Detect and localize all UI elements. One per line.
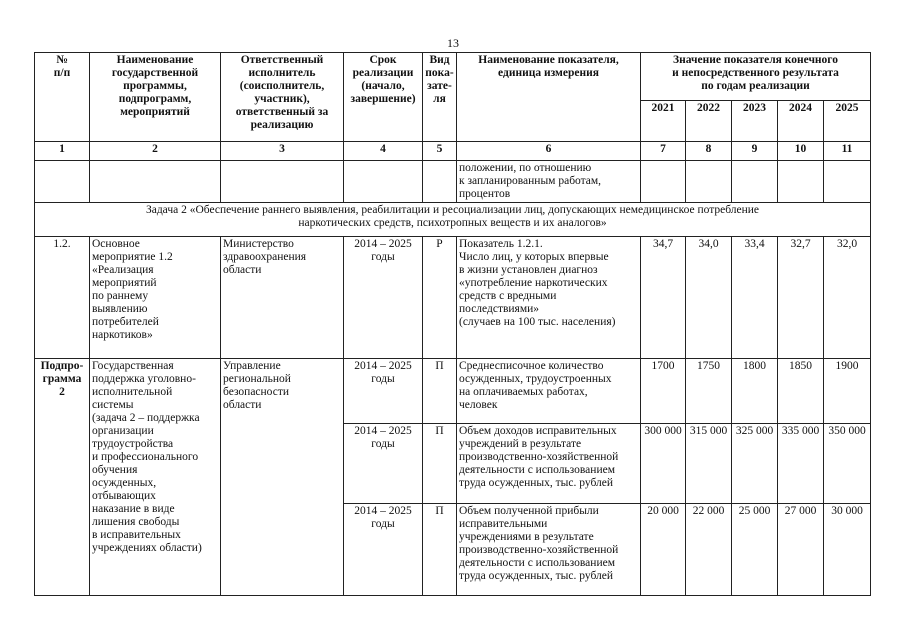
value-cell: 325 000 — [732, 424, 778, 504]
header-year: 2022 — [686, 101, 732, 142]
column-number: 3 — [221, 142, 344, 161]
continuation-row — [35, 161, 871, 203]
column-number: 5 — [423, 142, 457, 161]
header-year: 2023 — [732, 101, 778, 142]
header-type: Вид пока- зате- ля — [423, 53, 457, 142]
empty-cell — [686, 161, 732, 203]
empty-cell — [90, 161, 221, 203]
term: 2014 – 2025 годы — [344, 237, 423, 359]
value-cell: 1750 — [686, 359, 732, 424]
subprogram-num: Подпро- грамма 2 — [35, 359, 90, 596]
table-row — [35, 359, 871, 424]
value-cell: 1900 — [824, 359, 871, 424]
header-year: 2021 — [641, 101, 686, 142]
column-number: 4 — [344, 142, 423, 161]
value-cell: 1850 — [778, 359, 824, 424]
indicator-type: П — [423, 359, 457, 424]
header-year: 2025 — [824, 101, 871, 142]
empty-cell — [423, 161, 457, 203]
column-number: 10 — [778, 142, 824, 161]
page-number: 13 — [447, 36, 459, 50]
column-number: 2 — [90, 142, 221, 161]
header-responsible: Ответственный исполнитель (соисполнитель, участник), ответственный за реализацию — [221, 53, 344, 142]
column-number: 1 — [35, 142, 90, 161]
empty-cell — [344, 161, 423, 203]
responsible-name: Министерство здравоохранения области — [221, 237, 344, 359]
header-indicator: Наименование показателя, единица измерения — [457, 53, 641, 142]
indicator-type: Р — [423, 237, 457, 359]
value-cell: 20 000 — [641, 504, 686, 596]
indicator-name: Объем полученной прибыли исправительными учреждениями в результате производственно-хозяйственной деятельности с использованием труда осужденных, тыс. рублей — [457, 504, 641, 596]
column-number: 9 — [732, 142, 778, 161]
term: 2014 – 2025 годы — [344, 504, 423, 596]
column-number: 11 — [824, 142, 871, 161]
indicator-name: Объем доходов исправительных учреждений в результате производственно-хозяйственной деятельности с использованием труда осужденных, тыс. рублей — [457, 424, 641, 504]
column-number: 7 — [641, 142, 686, 161]
empty-cell — [641, 161, 686, 203]
value-cell: 34,7 — [641, 237, 686, 359]
value-cell: 22 000 — [686, 504, 732, 596]
responsible-name: Управление региональной безопасности области — [221, 359, 344, 596]
task-row — [35, 203, 871, 237]
column-number: 6 — [457, 142, 641, 161]
value-cell: 300 000 — [641, 424, 686, 504]
header-term: Срок реализации (начало, завершение) — [344, 53, 423, 142]
header-year: 2024 — [778, 101, 824, 142]
column-numbers-row — [35, 142, 871, 161]
value-cell: 335 000 — [778, 424, 824, 504]
empty-cell — [35, 161, 90, 203]
column-number: 8 — [686, 142, 732, 161]
header-program: Наименование государственной программы, подпрограмм, мероприятий — [90, 53, 221, 142]
empty-cell — [778, 161, 824, 203]
value-cell: 32,0 — [824, 237, 871, 359]
value-cell: 315 000 — [686, 424, 732, 504]
program-indicators-table — [34, 52, 871, 596]
empty-cell — [824, 161, 871, 203]
value-cell: 1700 — [641, 359, 686, 424]
indicator-type: П — [423, 504, 457, 596]
value-cell: 34,0 — [686, 237, 732, 359]
empty-cell — [732, 161, 778, 203]
value-cell: 33,4 — [732, 237, 778, 359]
empty-cell — [221, 161, 344, 203]
value-cell: 30 000 — [824, 504, 871, 596]
value-cell: 27 000 — [778, 504, 824, 596]
value-cell: 1800 — [732, 359, 778, 424]
value-cell: 25 000 — [732, 504, 778, 596]
term: 2014 – 2025 годы — [344, 424, 423, 504]
indicator-type: П — [423, 424, 457, 504]
row-num: 1.2. — [35, 237, 90, 359]
term: 2014 – 2025 годы — [344, 359, 423, 424]
indicator-name: Показатель 1.2.1. Число лиц, у которых впервые в жизни установлен диагноз «употребление наркотических средств с вредными последствиями» (случаев на 100 тыс. населения) — [457, 237, 641, 359]
task-2-title: Задача 2 «Обеспечение раннего выявления, реабилитации и ресоциализации лиц, допускающих немедицинское потребление наркотических средств, психотропных веществ и их аналогов» — [35, 203, 871, 237]
program-name: Государственная поддержка уголовно- исполнительной системы (задача 2 – поддержка организации трудоустройства и профессионального обучения осужденных, отбывающих наказание в виде лишения свободы в исправительных учреждениях области) — [90, 359, 221, 596]
table-row — [35, 237, 871, 359]
indicator-name: Среднесписочное количество осужденных, трудоустроенных на оплачиваемых работах, человек — [457, 359, 641, 424]
indicator-continuation: положении, по отношению к запланированным работам, процентов — [457, 161, 641, 203]
header-values-group: Значение показателя конечного и непосредственного результата по годам реализации — [641, 53, 871, 101]
value-cell: 32,7 — [778, 237, 824, 359]
program-name: Основное мероприятие 1.2 «Реализация мероприятий по раннему выявлению потребителей наркотиков» — [90, 237, 221, 359]
header-num: № п/п — [35, 53, 90, 142]
value-cell: 350 000 — [824, 424, 871, 504]
